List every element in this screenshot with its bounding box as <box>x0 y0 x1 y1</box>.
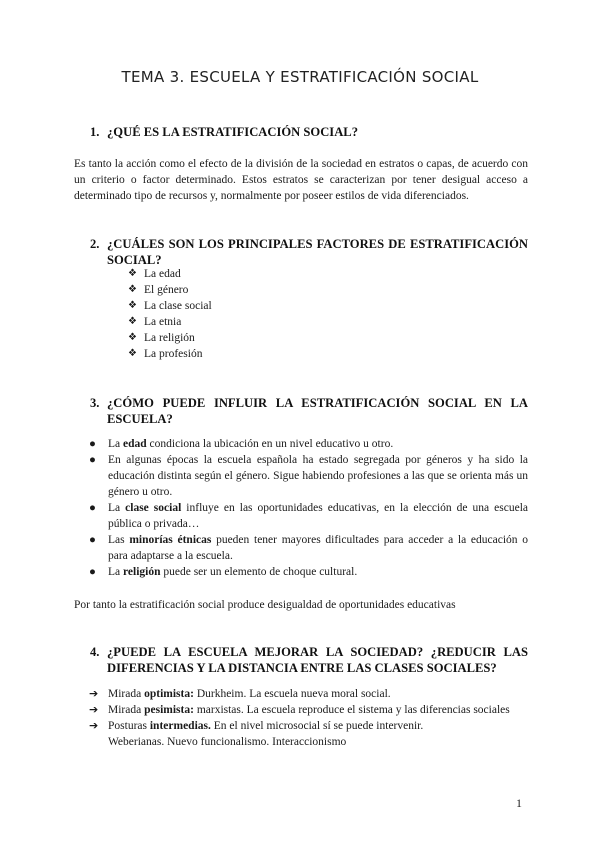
factor-label: El género <box>144 284 189 296</box>
item-text: pueden tener mayores dificultades para acceder a la educación o para adaptarse a la escuela. <box>108 534 528 562</box>
item-emphasis: religión <box>123 566 161 578</box>
section-3-heading <box>90 395 528 427</box>
item-text: Mirada <box>108 704 145 716</box>
section-number: 1. <box>90 125 100 139</box>
factors-list <box>128 266 212 362</box>
bullet-icon: ● <box>89 438 96 450</box>
item-text: marxistas. La escuela reproduce el sistema y las diferencias sociales <box>193 704 510 716</box>
item-emphasis: clase social <box>125 502 182 514</box>
section-title: ¿PUEDE LA ESCUELA MEJORAR LA SOCIEDAD? ¿REDUCIR LAS DIFERENCIAS Y LA DISTANCIA ENTRE LAS CLASES SOCIALES? <box>107 645 528 675</box>
item-text: La <box>108 438 124 450</box>
section-1-heading <box>90 124 528 140</box>
bullet-icon: ● <box>89 566 96 578</box>
list-item <box>89 702 528 718</box>
list-item <box>128 314 212 330</box>
section-2-heading <box>90 236 528 268</box>
arrow-bullet-icon: ➔ <box>89 703 99 716</box>
factor-label: La profesión <box>144 348 203 360</box>
influences-list <box>89 436 528 580</box>
section-title: ¿CUÁLES SON LOS PRINCIPALES FACTORES DE ESTRATIFICACIÓN SOCIAL? <box>107 237 528 267</box>
list-item <box>128 330 212 346</box>
document-title: TEMA 3. ESCUELA Y ESTRATIFICACIÓN SOCIAL <box>121 68 479 86</box>
page-number: 1 <box>516 796 522 810</box>
list-item <box>89 686 528 702</box>
factor-label: La religión <box>144 332 195 344</box>
diamond-bullet-icon: ❖ <box>128 348 137 359</box>
diamond-bullet-icon: ❖ <box>128 316 137 327</box>
section-number: 4. <box>90 645 100 659</box>
list-item <box>89 718 528 750</box>
item-emphasis: minorías étnicas <box>129 534 212 546</box>
item-text: Durkheim. La escuela nueva moral social. <box>193 688 391 700</box>
item-text: condiciona la ubicación en un nivel educativo u otro. <box>146 438 394 450</box>
section-number: 3. <box>90 396 100 410</box>
bullet-icon: ● <box>89 454 96 466</box>
item-emphasis: intermedias. <box>149 720 211 732</box>
item-emphasis: pesimista: <box>144 704 194 716</box>
list-item <box>89 500 528 532</box>
conclusion-paragraph: Por tanto la estratificación social produce desigualdad de oportunidades educativas <box>74 599 456 611</box>
section-title: ¿CÓMO PUEDE INFLUIR LA ESTRATIFICACIÓN SOCIAL EN LA ESCUELA? <box>107 396 528 426</box>
item-text: Mirada <box>108 688 145 700</box>
item-continuation: Weberianas. Nuevo funcionalismo. Interaccionismo <box>108 736 347 748</box>
list-item <box>128 298 212 314</box>
factor-label: La etnia <box>144 316 182 328</box>
item-emphasis: edad <box>123 438 147 450</box>
item-text: En el nivel microsocial sí se puede intervenir. <box>210 720 424 732</box>
diamond-bullet-icon: ❖ <box>128 268 137 279</box>
bullet-icon: ● <box>89 534 96 546</box>
list-item <box>128 346 212 362</box>
arrow-bullet-icon: ➔ <box>89 719 99 732</box>
factor-label: La edad <box>144 268 181 280</box>
item-text: En algunas épocas la escuela española ha estado segregada por géneros y ha sido la educación distinta según el género. Sigue habiendo profesiones a las que se orienta más un género u otro. <box>108 454 528 498</box>
item-text: Las <box>108 534 130 546</box>
diamond-bullet-icon: ❖ <box>128 300 137 311</box>
section-number: 2. <box>90 237 100 251</box>
diamond-bullet-icon: ❖ <box>128 332 137 343</box>
factor-label: La clase social <box>144 300 212 312</box>
bullet-icon: ● <box>89 502 96 514</box>
definition-paragraph: Es tanto la acción como el efecto de la división de la sociedad en estratos o capas, de acuerdo con un criterio o factor determinado. Estos estratos se caracterizan por tener desigual acceso a determinado tipo de recursos y, normalmente por poseer estilos de vida diferenciados. <box>74 158 528 202</box>
item-text: La <box>108 502 126 514</box>
list-item <box>89 532 528 564</box>
item-emphasis: optimista: <box>144 688 194 700</box>
list-item <box>89 436 528 452</box>
section-4-heading <box>90 644 528 676</box>
section-title: ¿QUÉ ES LA ESTRATIFICACIÓN SOCIAL? <box>107 125 359 139</box>
item-text: La <box>108 566 124 578</box>
list-item <box>89 564 528 580</box>
views-list <box>89 686 528 750</box>
list-item <box>89 452 528 500</box>
item-text: puede ser un elemento de choque cultural. <box>160 566 358 578</box>
item-text: Posturas <box>108 720 150 732</box>
list-item <box>128 282 212 298</box>
list-item <box>128 266 212 282</box>
arrow-bullet-icon: ➔ <box>89 687 99 700</box>
diamond-bullet-icon: ❖ <box>128 284 137 295</box>
item-text: influye en las oportunidades educativas, en la elección de una escuela pública o privada… <box>108 502 528 530</box>
